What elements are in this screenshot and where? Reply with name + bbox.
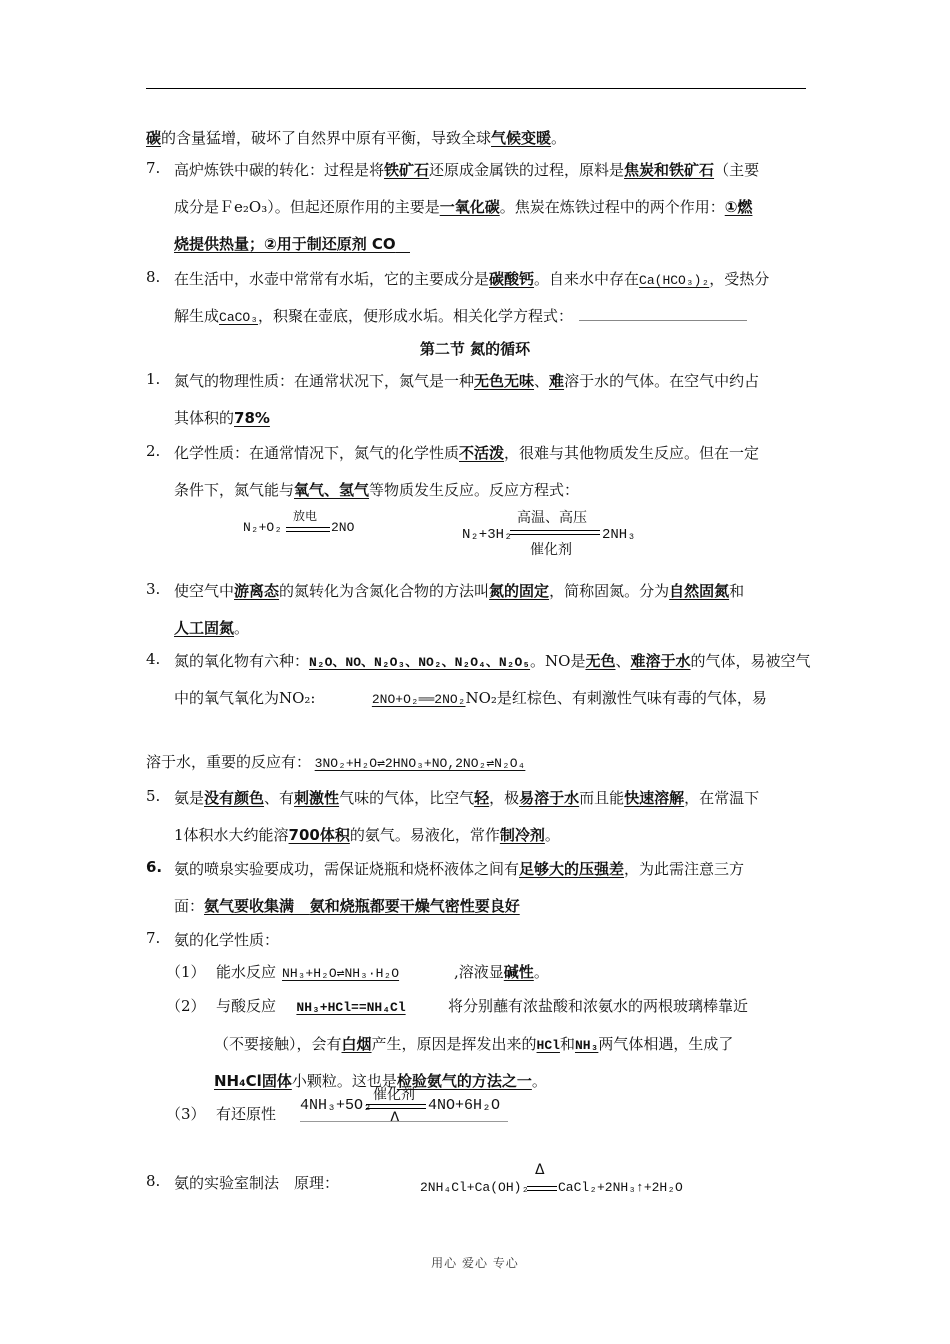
line [174, 687, 767, 708]
page-footer: 用心 爱心 专心 [431, 1256, 519, 1270]
header-rule [146, 88, 806, 89]
text: 的气体，易被空气 [690, 652, 811, 670]
text: 小颗粒。这也是 [291, 1072, 397, 1090]
eq-right: 4NO+6H₂O [428, 1097, 501, 1114]
answer: 78% [234, 409, 270, 427]
text: ,溶液显 [454, 963, 504, 981]
eq-arrow-back [510, 534, 600, 535]
answer: 人工固氮 [174, 619, 235, 637]
text: 的氮转化为含氮化合物的方法叫 [279, 582, 490, 600]
line [174, 580, 744, 601]
eq-condition: 催化剂 [530, 542, 572, 558]
answer: 难溶于水 [630, 652, 691, 670]
sub-number: （3） [166, 1105, 206, 1123]
line [216, 995, 748, 1016]
answer: Ca(HCO₃)₂ [639, 273, 710, 288]
text: 。 [544, 826, 560, 844]
line [174, 479, 579, 500]
answer: 快速溶解 [624, 789, 685, 807]
text: ，极 [489, 789, 520, 807]
item-number: 6. [146, 858, 163, 876]
text: 气味的气体，比空气 [339, 789, 475, 807]
text: 等物质发生反应。反应方程式： [369, 481, 580, 499]
eq-condition: 高温、高压 [517, 510, 587, 526]
item-number: 4. [146, 650, 161, 668]
line [174, 617, 249, 638]
text: 与酸反应 [216, 997, 277, 1015]
text: 能水反应 [216, 963, 277, 981]
answer: 刺激性 [294, 789, 340, 807]
answer: 氧气、氢气 [294, 481, 370, 499]
text: 有还原性 [216, 1105, 277, 1123]
text: 高炉炼铁中碳的转化：过程是将 [174, 161, 385, 179]
answer: 无色 [585, 652, 616, 670]
eq-left: N₂+O₂ [243, 520, 283, 535]
text: 。 [531, 1072, 547, 1090]
answer: 难 [549, 372, 565, 390]
eq-left: 2NH₄Cl+Ca(OH)₂ [420, 1180, 530, 1195]
item-number: 1. [146, 370, 161, 388]
text: 化学性质：在通常情况下，氮气的化学性质 [174, 444, 460, 462]
eq-arrow [527, 1186, 557, 1191]
answer: 氮的固定 [489, 582, 550, 600]
answer-equation: NH₃+HCl==NH₄Cl [296, 1000, 406, 1015]
answer: CaCO₃ [219, 310, 259, 325]
text: 在生活中，水壶中常常有水垢，它的主要成分是 [174, 270, 490, 288]
line [174, 442, 759, 463]
text: NO₂是红棕色、有刺激性气味有毒的气体，易 [465, 689, 767, 707]
text: 。自来水中存在 [534, 270, 640, 288]
eq-right: 2NH₃ [602, 527, 636, 543]
eq-condition: 催化剂 [373, 1087, 415, 1103]
text: 、 [534, 372, 550, 390]
answer: 制冷剂 [499, 826, 545, 844]
text: 氮的氧化物有六种： [174, 652, 310, 670]
text: ，为此需注意三方 [624, 860, 745, 878]
sub-number: （1） [166, 963, 206, 981]
eq-right: 2NO [331, 520, 355, 535]
answer: 气候变暖 [491, 129, 552, 147]
text: 氨是 [174, 789, 205, 807]
answer: 焦炭和铁矿石 [624, 161, 715, 179]
text: （主要 [714, 161, 760, 179]
line [174, 305, 747, 326]
text: （不要接触），会有 [214, 1035, 342, 1053]
text: ，在常温下 [684, 789, 760, 807]
answer: 自然固氮 [669, 582, 730, 600]
answer: 铁矿石 [384, 161, 430, 179]
answer-blank [579, 306, 747, 321]
text: 氨的化学性质： [174, 931, 280, 949]
line [174, 824, 560, 845]
text: ，很难与其他物质发生反应。但在一定 [504, 444, 760, 462]
text: 氨的实验室制法 原理： [174, 1174, 340, 1192]
line [174, 858, 744, 879]
answer: ①燃 [724, 198, 753, 216]
answer: 700体积 [288, 826, 350, 844]
line [174, 895, 520, 916]
answer: 氨和烧瓶都要干燥气密性要良好 [309, 897, 520, 915]
text: 而且能 [579, 789, 625, 807]
answer: NH₃ [574, 1038, 599, 1053]
text: 和 [559, 1035, 575, 1053]
item-number: 8. [146, 1172, 161, 1190]
answer-equation: 3NO₂+H₂O⇌2HNO₃+NO,2NO₂⇌N₂O₄ [314, 756, 526, 771]
item-number: 7. [146, 159, 161, 177]
eq-condition: 放电 [293, 509, 318, 523]
eq-arrow [286, 527, 330, 532]
answer-underline [300, 1121, 508, 1122]
text: ，受热分 [709, 270, 770, 288]
eq-condition: Δ [390, 1110, 400, 1126]
text: 1体积水大约能溶 [174, 826, 289, 844]
line [174, 196, 752, 217]
text: 。焦炭在炼铁过程中的两个作用： [499, 198, 725, 216]
answer: 不活泼 [459, 444, 505, 462]
text: 、有 [264, 789, 295, 807]
text: 条件下，氮气能与 [174, 481, 295, 499]
answer: 碱性 [503, 963, 534, 981]
text: 的氨气。易液化，常作 [349, 826, 500, 844]
answer: 没有颜色 [204, 789, 265, 807]
text: 成分是Ｆe₂O₃）。但起还原作用的主要是 [174, 198, 440, 216]
text: 溶于水的气体。在空气中约占 [564, 372, 760, 390]
eq-right: CaCl₂+2NH₃↑+2H₂O [558, 1180, 683, 1195]
answer: 碳酸钙 [489, 270, 535, 288]
answer: 易溶于水 [519, 789, 580, 807]
line [214, 1033, 733, 1054]
line [174, 650, 811, 671]
eq-left: 4NH₃+5O₂ [300, 1097, 373, 1114]
text: 。 [551, 129, 567, 147]
answer: 氨气要收集满 [204, 897, 295, 915]
line [174, 268, 769, 289]
line [174, 370, 759, 391]
sub-number: （2） [166, 997, 206, 1015]
text: 解生成 [174, 307, 220, 325]
item-number: 8. [146, 268, 161, 286]
answer: 游离态 [234, 582, 280, 600]
text: 将分别蘸有浓盐酸和浓氨水的两根玻璃棒靠近 [448, 997, 749, 1015]
answer: 白烟 [341, 1035, 372, 1053]
line [174, 787, 759, 808]
answer: 检验氨气的方法之一 [396, 1072, 532, 1090]
para-continuation [146, 126, 806, 150]
text: 产生，原因是挥发出来的 [371, 1035, 537, 1053]
answer: 烧提供热量；②用于制还原剂 CO [174, 235, 396, 253]
text: 面： [174, 897, 205, 915]
line [174, 159, 759, 180]
text: ，积聚在壶底，便形成水垢。相关化学方程式： [258, 307, 574, 325]
answer: 无色无味 [474, 372, 535, 390]
text: 两气体相遇，生成了 [598, 1035, 734, 1053]
text: 中的氧气氧化为NO₂: [174, 689, 316, 707]
line [216, 961, 549, 982]
answer: HCl [536, 1038, 560, 1053]
item-number: 2. [146, 442, 161, 460]
text: 和 [729, 582, 745, 600]
text: 其体积的 [174, 409, 235, 427]
line [174, 929, 279, 950]
answer: 一氧化碳 [439, 198, 500, 216]
text: ，简称固氮。分为 [549, 582, 670, 600]
line [174, 233, 410, 254]
eq-arrow-forward [510, 530, 600, 531]
line [174, 407, 270, 428]
text: 。 [234, 619, 250, 637]
answer: 轻 [474, 789, 490, 807]
line [216, 1103, 276, 1124]
text: 使空气中 [174, 582, 235, 600]
section-title: 第二节 氮的循环 [419, 340, 531, 358]
text: 氨的喷泉实验要成功，需保证烧瓶和烧杯液体之间有 [174, 860, 520, 878]
text: 。NO是 [530, 652, 586, 670]
eq-arrow [366, 1104, 426, 1109]
answer: NH₄Cl固体 [214, 1072, 292, 1090]
line [174, 1172, 339, 1193]
eq-left: N₂+3H₂ [462, 527, 513, 543]
text: 的含量猛增，破坏了自然界中原有平衡，导致全球 [161, 129, 492, 147]
text: 。 [533, 963, 549, 981]
item-number: 5. [146, 787, 161, 805]
eq-condition: Δ [535, 1162, 545, 1178]
text: 氮气的物理性质：在通常状况下，氮气是一种 [174, 372, 475, 390]
answer-equation: NH₃+H₂O⇌NH₃·H₂O [282, 966, 400, 981]
text: 溶于水，重要的反应有： [146, 753, 312, 771]
answer-equation: 2NO+O₂══2NO₂ [371, 692, 466, 707]
answer: 碳 [146, 129, 162, 147]
answer: 足够大的压强差 [519, 860, 625, 878]
item-number: 7. [146, 929, 161, 947]
line [146, 750, 806, 776]
answer: N₂O、NO、N₂O₃、NO₂、N₂O₄、N₂O₅ [309, 655, 531, 670]
text: 还原成金属铁的过程，原料是 [429, 161, 625, 179]
text: 、 [615, 652, 631, 670]
item-number: 3. [146, 580, 161, 598]
